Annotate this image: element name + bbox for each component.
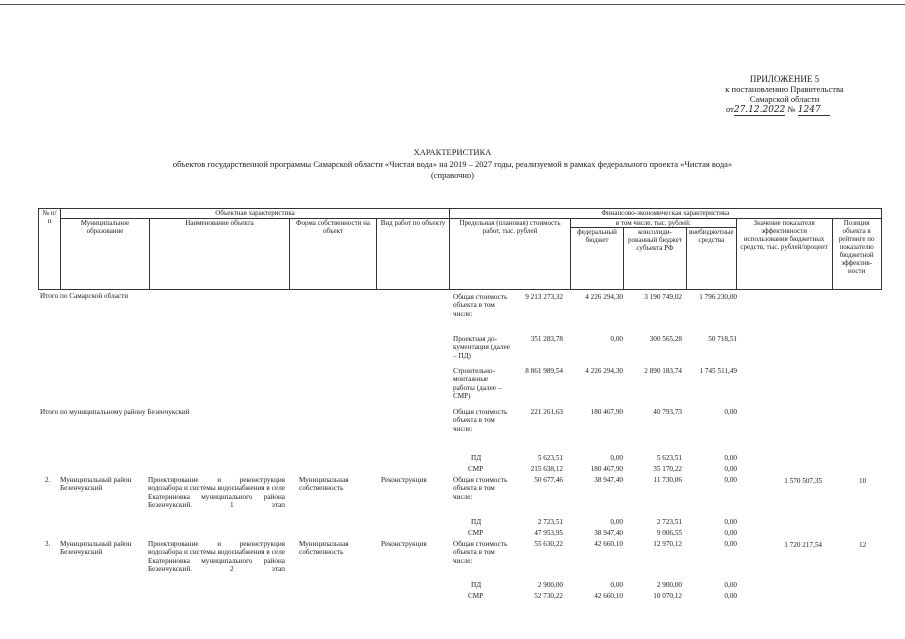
row-2-pd-label: ПД — [471, 518, 482, 526]
district-pd-cost: 5 623,51 — [537, 454, 563, 462]
district-smr-federal: 180 467,90 — [590, 465, 623, 473]
district-total-label: Итого по муниципальному району Безенчукский — [40, 408, 190, 416]
row-3-efficiency: 1 720 217,54 — [784, 541, 822, 549]
row-2-pd-cost: 2 723,51 — [537, 518, 563, 526]
col-rank: Позиция объекта в рейтинге по показателю бюджетной эффектив-ности — [832, 219, 881, 290]
row-2-num: 2. — [45, 476, 51, 484]
row-3-total-federal: 42 660,10 — [594, 540, 623, 548]
row-2-total-consolidated: 11 730,06 — [653, 476, 682, 484]
district-total-cost-label: Общая стоимость объекта в том числе: — [453, 408, 508, 433]
document-title: ХАРАКТЕРИСТИКА — [413, 147, 492, 157]
row-3-total-cost: 55 630,22 — [534, 540, 563, 548]
col-group-object: Объектная характеристика — [61, 209, 450, 219]
region-pd-label: Проектная до-кументация (далее – ПД) — [453, 335, 510, 360]
row-2-ownership: Муниципальная собственность — [299, 476, 349, 493]
district-pd-consolidated: 5 623,51 — [656, 454, 682, 462]
region-smr-label: Строительно-монтажные работы (далее – СМР) — [453, 367, 502, 401]
row-3-total-extrabudget: 0,00 — [724, 540, 737, 548]
col-federal: федеральный бюджет — [571, 228, 624, 290]
date-prefix: от — [726, 104, 734, 114]
appendix-line-1: к постановлению Правительства — [725, 84, 844, 94]
row-3-object-name: Проектирование и реконструкция водозабора и системы водоснабжения в селе Екатериновка муниципального района Безенчукский. 2 этап — [148, 540, 285, 574]
district-smr-consolidated: 35 170,22 — [653, 465, 682, 473]
appendix-title: ПРИЛОЖЕНИЕ 5 — [749, 74, 820, 84]
region-smr-federal: 4 226 294,30 — [585, 367, 623, 375]
handwritten-date: 27.12.2022 — [733, 105, 786, 115]
page-top-edge — [0, 4, 905, 5]
row-3-pd-extrabudget: 0,00 — [724, 581, 737, 589]
row-3-municipality: Муниципальный район Безенчукский — [60, 540, 132, 557]
row-2-total-federal: 38 947,40 — [594, 476, 623, 484]
region-total-federal: 4 226 294,30 — [585, 293, 623, 301]
row-2-smr-consolidated: 9 006,55 — [656, 529, 682, 537]
region-total-consolidated: 3 190 749,02 — [644, 293, 682, 301]
row-2-smr-federal: 38 947,40 — [594, 529, 623, 537]
region-total-cost-label: Общая стоимость объекта в том числе: — [453, 293, 508, 318]
region-total-extrabudget: 1 796 230,00 — [699, 293, 737, 301]
row-3-pd-consolidated: 2 900,00 — [656, 581, 682, 589]
row-2-pd-federal: 0,00 — [610, 518, 623, 526]
col-efficiency: Значение показателя эффективности использования бюджетных средств, тыс. рублей/процент — [736, 219, 832, 290]
row-3-pd-cost: 2 900,00 — [537, 581, 563, 589]
region-pd-federal: 0,00 — [610, 335, 623, 343]
row-2-efficiency: 1 570 507,35 — [784, 477, 822, 485]
region-total-cost: 9 213 273,32 — [525, 293, 563, 301]
region-total-label: Итого по Самарской области — [40, 292, 129, 300]
col-group-finance: Финансово-экономическая характеристика — [450, 209, 882, 219]
row-3-pd-label: ПД — [471, 581, 482, 589]
region-pd-cost: 351 283,78 — [530, 335, 563, 343]
row-2-smr-cost: 47 953,95 — [534, 529, 563, 537]
col-municipality: Муниципальное образование — [61, 219, 150, 290]
row-3-rank: 12 — [859, 541, 867, 549]
row-2-total-extrabudget: 0,00 — [724, 476, 737, 484]
document-note: (справочно) — [430, 170, 475, 180]
district-pd-extrabudget: 0,00 — [724, 454, 737, 462]
row-2-total-cost: 50 677,46 — [534, 476, 563, 484]
district-total-cost: 221 261,63 — [530, 408, 563, 416]
appendix-block — [712, 74, 857, 116]
col-group-incl: в том числе, тыс. рублей: — [571, 219, 737, 228]
district-total-consolidated: 40 793,73 — [653, 408, 682, 416]
region-pd-consolidated: 300 565,28 — [649, 335, 682, 343]
col-ownership: Форма собственности на объект — [290, 219, 377, 290]
row-2-smr-extrabudget: 0,00 — [724, 529, 737, 537]
row-3-pd-federal: 0,00 — [610, 581, 623, 589]
district-total-federal: 180 467,90 — [590, 408, 623, 416]
row-2-smr-label: СМР — [468, 529, 484, 537]
row-3-smr-federal: 42 660,10 — [594, 592, 623, 600]
row-3-total-consolidated: 12 970,12 — [653, 540, 682, 548]
row-2-pd-extrabudget: 0,00 — [724, 518, 737, 526]
row-3-cost-label: Общая стоимость объекта в том числе: — [453, 540, 508, 565]
row-3-smr-label: СМР — [468, 592, 484, 600]
row-3-smr-extrabudget: 0,00 — [724, 592, 737, 600]
region-smr-extrabudget: 1 745 511,49 — [699, 367, 737, 375]
district-smr-extrabudget: 0,00 — [724, 465, 737, 473]
row-2-municipality: Муниципальный район Безенчукский — [60, 476, 132, 493]
row-2-work: Реконструкция — [381, 476, 427, 484]
row-3-num: 3. — [45, 540, 51, 548]
row-3-ownership: Муниципальная собственность — [299, 540, 349, 557]
appendix-date-line — [712, 104, 857, 116]
col-extrabudget: внебюджетные средства — [687, 228, 737, 290]
row-2-rank: 10 — [859, 477, 867, 485]
col-cost: Предельная (плановая) стоимость работ, тыс. рублей — [450, 219, 571, 290]
district-smr-cost: 215 638,12 — [530, 465, 563, 473]
row-2-pd-consolidated: 2 723,51 — [656, 518, 682, 526]
district-total-extrabudget: 0,00 — [724, 408, 737, 416]
col-work-type: Вид работ по объекту — [377, 219, 450, 290]
row-2-cost-label: Общая стоимость объекта в том числе: — [453, 476, 508, 501]
region-smr-cost: 8 861 989,54 — [525, 367, 563, 375]
number-prefix: № — [787, 104, 796, 114]
row-3-smr-cost: 52 730,22 — [534, 592, 563, 600]
handwritten-number: 1247 — [797, 105, 821, 115]
row-3-work: Реконструкция — [381, 540, 427, 548]
table-header — [38, 208, 882, 290]
district-smr-label: СМР — [468, 465, 484, 473]
row-2-object-name: Проектирование и реконструкция водозабора и системы водоснабжения в селе Екатериновка муниципального района Безенчукский. 1 этап — [148, 476, 285, 510]
document-subtitle: объектов государственной программы Самарской области «Чистая вода» на 2019 – 2027 годы, реализуемой в рамках федерального проекта «Чистая вода» — [172, 159, 733, 169]
region-smr-consolidated: 2 890 183,74 — [644, 367, 682, 375]
appendix-line-2: Самарской области — [749, 94, 820, 104]
col-num: № п/п — [39, 209, 61, 290]
district-pd-label: ПД — [471, 454, 482, 462]
district-pd-federal: 0,00 — [610, 454, 623, 462]
region-pd-extrabudget: 50 718,51 — [708, 335, 737, 343]
col-consolidated: консолиди-рованный бюджет субъекта РФ — [624, 228, 687, 290]
row-3-smr-consolidated: 10 070,12 — [653, 592, 682, 600]
col-object-name: Наименование объекта — [150, 219, 290, 290]
